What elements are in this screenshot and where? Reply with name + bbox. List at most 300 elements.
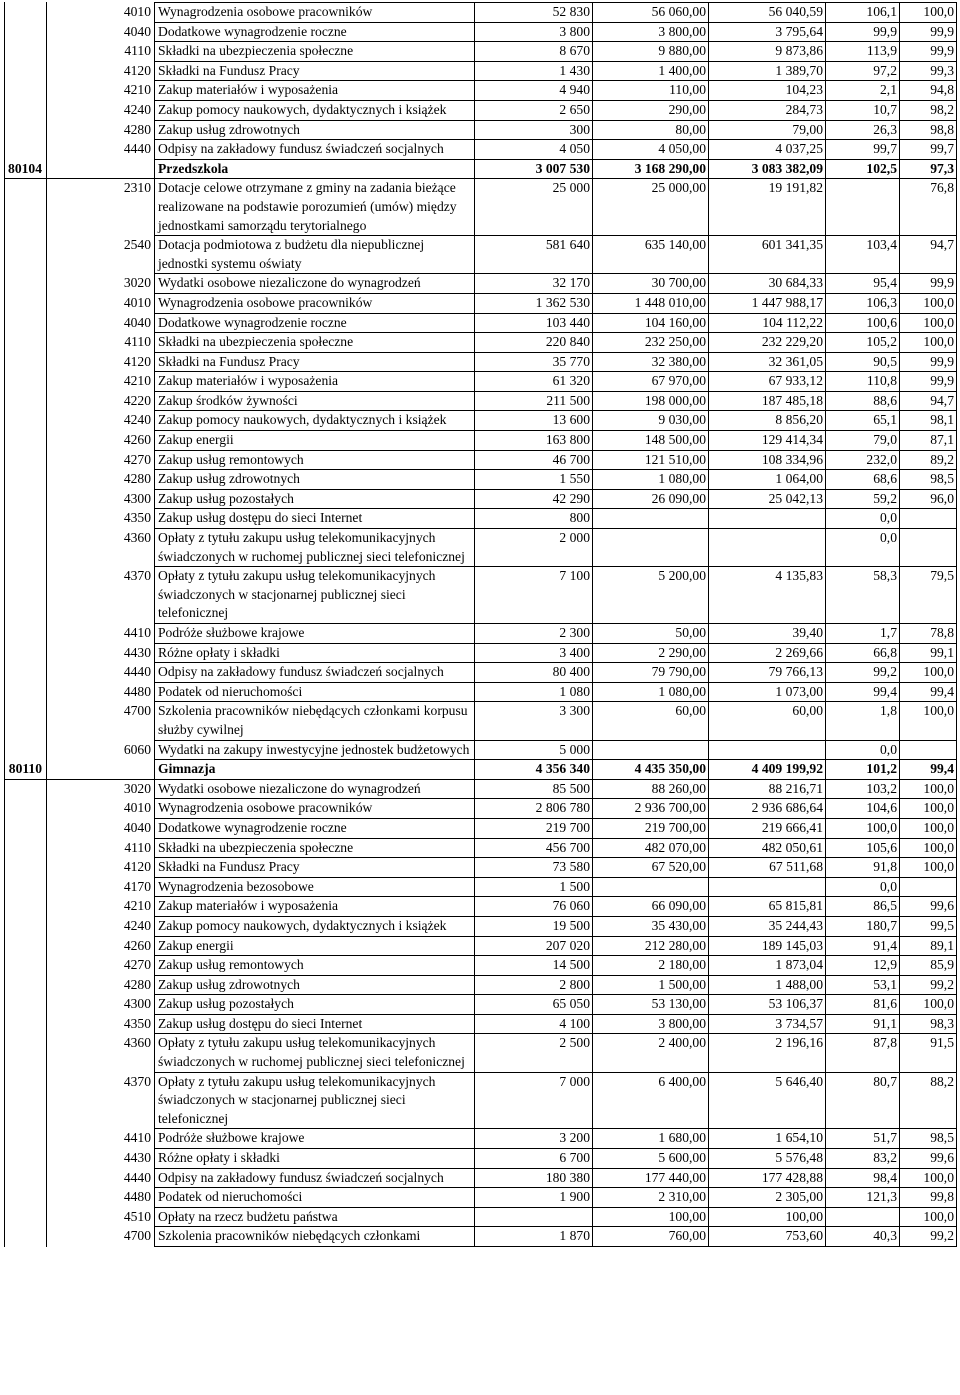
percent-2-cell: 100,0 xyxy=(900,1168,957,1188)
description-cell: Zakup pomocy naukowych, dydaktycznych i książek xyxy=(155,100,475,120)
description-cell: Zakup materiałów i wyposażenia xyxy=(155,81,475,101)
plan-after-changes-cell: 290,00 xyxy=(593,100,709,120)
paragraph-cell: 4210 xyxy=(47,372,155,392)
plan-cell: 300 xyxy=(475,120,593,140)
description-cell: Gimnazja xyxy=(155,760,475,780)
dzial-cell xyxy=(5,995,47,1015)
table-row xyxy=(5,411,957,431)
dzial-cell xyxy=(5,1014,47,1034)
percent-2-cell: 99,9 xyxy=(900,372,957,392)
percent-1-cell: 40,3 xyxy=(826,1227,900,1247)
percent-1-cell: 99,7 xyxy=(826,140,900,160)
description-cell: Szkolenia pracowników niebędących członkami xyxy=(155,1227,475,1247)
paragraph-cell: 4170 xyxy=(47,877,155,897)
plan-cell: 163 800 xyxy=(475,431,593,451)
dzial-cell xyxy=(5,274,47,294)
dzial-cell xyxy=(5,179,47,236)
execution-cell: 4 409 199,92 xyxy=(709,760,826,780)
percent-2-cell: 99,5 xyxy=(900,916,957,936)
percent-2-cell: 100,0 xyxy=(900,995,957,1015)
table-row xyxy=(5,897,957,917)
percent-2-cell: 89,2 xyxy=(900,450,957,470)
execution-cell xyxy=(709,529,826,567)
execution-cell: 67 933,12 xyxy=(709,372,826,392)
plan-after-changes-cell: 67 520,00 xyxy=(593,858,709,878)
table-row xyxy=(5,61,957,81)
percent-1-cell: 79,0 xyxy=(826,431,900,451)
percent-2-cell: 91,5 xyxy=(900,1034,957,1072)
plan-after-changes-cell: 104 160,00 xyxy=(593,313,709,333)
paragraph-cell: 4300 xyxy=(47,995,155,1015)
plan-after-changes-cell: 30 700,00 xyxy=(593,274,709,294)
plan-cell: 4 100 xyxy=(475,1014,593,1034)
dzial-cell xyxy=(5,1149,47,1169)
execution-cell: 2 269,66 xyxy=(709,643,826,663)
description-cell: Opłaty na rzecz budżetu państwa xyxy=(155,1207,475,1227)
section-row xyxy=(5,159,957,179)
percent-2-cell: 78,8 xyxy=(900,624,957,644)
percent-2-cell: 99,1 xyxy=(900,643,957,663)
percent-2-cell: 98,5 xyxy=(900,1129,957,1149)
table-row xyxy=(5,274,957,294)
dzial-cell xyxy=(5,567,47,624)
percent-1-cell: 80,7 xyxy=(826,1072,900,1129)
plan-after-changes-cell: 635 140,00 xyxy=(593,236,709,274)
execution-cell: 5 576,48 xyxy=(709,1149,826,1169)
plan-cell: 25 000 xyxy=(475,179,593,236)
percent-2-cell: 98,8 xyxy=(900,120,957,140)
paragraph-cell: 4300 xyxy=(47,489,155,509)
table-row xyxy=(5,799,957,819)
table-row xyxy=(5,391,957,411)
plan-after-changes-cell xyxy=(593,740,709,760)
execution-cell: 32 361,05 xyxy=(709,352,826,372)
plan-cell: 3 200 xyxy=(475,1129,593,1149)
description-cell: Wynagrodzenia osobowe pracowników xyxy=(155,293,475,313)
table-row xyxy=(5,877,957,897)
plan-cell: 46 700 xyxy=(475,450,593,470)
plan-cell: 2 500 xyxy=(475,1034,593,1072)
dzial-cell xyxy=(5,1034,47,1072)
table-row xyxy=(5,567,957,624)
description-cell: Zakup materiałów i wyposażenia xyxy=(155,897,475,917)
percent-2-cell: 100,0 xyxy=(900,293,957,313)
description-cell: Składki na Fundusz Pracy xyxy=(155,352,475,372)
table-row xyxy=(5,3,957,23)
dzial-cell: 80110 xyxy=(5,760,47,780)
plan-cell: 3 007 530 xyxy=(475,159,593,179)
dzial-cell xyxy=(5,1168,47,1188)
table-row xyxy=(5,81,957,101)
percent-2-cell: 99,4 xyxy=(900,760,957,780)
description-cell: Zakup energii xyxy=(155,936,475,956)
percent-2-cell: 99,9 xyxy=(900,42,957,62)
plan-cell: 456 700 xyxy=(475,838,593,858)
plan-after-changes-cell: 5 200,00 xyxy=(593,567,709,624)
description-cell: Dotacja podmiotowa z budżetu dla niepublicznej jednostki systemu oświaty xyxy=(155,236,475,274)
table-row xyxy=(5,509,957,529)
paragraph-cell: 4010 xyxy=(47,3,155,23)
plan-cell: 73 580 xyxy=(475,858,593,878)
table-row xyxy=(5,1168,957,1188)
plan-after-changes-cell: 25 000,00 xyxy=(593,179,709,236)
execution-cell: 100,00 xyxy=(709,1207,826,1227)
plan-cell: 42 290 xyxy=(475,489,593,509)
plan-cell: 219 700 xyxy=(475,818,593,838)
plan-after-changes-cell: 2 180,00 xyxy=(593,956,709,976)
dzial-cell xyxy=(5,956,47,976)
percent-2-cell: 89,1 xyxy=(900,936,957,956)
plan-cell: 1 870 xyxy=(475,1227,593,1247)
plan-after-changes-cell: 50,00 xyxy=(593,624,709,644)
plan-after-changes-cell xyxy=(593,509,709,529)
plan-cell: 3 400 xyxy=(475,643,593,663)
execution-cell: 4 037,25 xyxy=(709,140,826,160)
percent-2-cell: 99,9 xyxy=(900,274,957,294)
description-cell: Zakup usług pozostałych xyxy=(155,489,475,509)
description-cell: Dotacje celowe otrzymane z gminy na zadania bieżące realizowane na podstawie porozumień (umów) między jednostkami samorządu terytorialnego xyxy=(155,179,475,236)
table-row xyxy=(5,140,957,160)
paragraph-cell: 4240 xyxy=(47,411,155,431)
percent-2-cell: 100,0 xyxy=(900,333,957,353)
execution-cell: 177 428,88 xyxy=(709,1168,826,1188)
execution-cell: 53 106,37 xyxy=(709,995,826,1015)
plan-cell: 8 670 xyxy=(475,42,593,62)
description-cell: Zakup usług zdrowotnych xyxy=(155,470,475,490)
percent-1-cell: 51,7 xyxy=(826,1129,900,1149)
table-row xyxy=(5,838,957,858)
table-row xyxy=(5,936,957,956)
dzial-cell xyxy=(5,1072,47,1129)
paragraph-cell: 4370 xyxy=(47,567,155,624)
table-row xyxy=(5,489,957,509)
plan-cell: 1 900 xyxy=(475,1188,593,1208)
execution-cell: 1 389,70 xyxy=(709,61,826,81)
dzial-cell xyxy=(5,391,47,411)
percent-2-cell: 100,0 xyxy=(900,313,957,333)
plan-after-changes-cell: 67 970,00 xyxy=(593,372,709,392)
description-cell: Dodatkowe wynagrodzenie roczne xyxy=(155,313,475,333)
percent-2-cell: 99,7 xyxy=(900,140,957,160)
dzial-cell xyxy=(5,663,47,683)
plan-after-changes-cell: 3 168 290,00 xyxy=(593,159,709,179)
percent-1-cell: 91,8 xyxy=(826,858,900,878)
plan-after-changes-cell: 212 280,00 xyxy=(593,936,709,956)
dzial-cell xyxy=(5,61,47,81)
table-row xyxy=(5,1014,957,1034)
percent-1-cell: 86,5 xyxy=(826,897,900,917)
dzial-cell xyxy=(5,916,47,936)
paragraph-cell: 3020 xyxy=(47,779,155,799)
paragraph-cell: 4120 xyxy=(47,352,155,372)
dzial-cell xyxy=(5,1129,47,1149)
execution-cell: 129 414,34 xyxy=(709,431,826,451)
description-cell: Zakup usług remontowych xyxy=(155,956,475,976)
execution-cell: 65 815,81 xyxy=(709,897,826,917)
paragraph-cell: 4480 xyxy=(47,682,155,702)
execution-cell: 104 112,22 xyxy=(709,313,826,333)
paragraph-cell: 4270 xyxy=(47,956,155,976)
plan-cell: 3 800 xyxy=(475,22,593,42)
dzial-cell xyxy=(5,1227,47,1247)
plan-after-changes-cell: 88 260,00 xyxy=(593,779,709,799)
paragraph-cell: 4010 xyxy=(47,799,155,819)
budget-expenditure-table xyxy=(4,2,957,1247)
plan-after-changes-cell: 2 290,00 xyxy=(593,643,709,663)
table-row xyxy=(5,293,957,313)
plan-after-changes-cell: 26 090,00 xyxy=(593,489,709,509)
dzial-cell xyxy=(5,509,47,529)
percent-1-cell: 99,4 xyxy=(826,682,900,702)
plan-after-changes-cell: 1 500,00 xyxy=(593,975,709,995)
description-cell: Zakup materiałów i wyposażenia xyxy=(155,372,475,392)
paragraph-cell: 4280 xyxy=(47,975,155,995)
paragraph-cell: 6060 xyxy=(47,740,155,760)
dzial-cell xyxy=(5,236,47,274)
description-cell: Zakup usług zdrowotnych xyxy=(155,120,475,140)
plan-cell: 6 700 xyxy=(475,1149,593,1169)
execution-cell: 3 083 382,09 xyxy=(709,159,826,179)
paragraph-cell: 4700 xyxy=(47,1227,155,1247)
plan-cell: 211 500 xyxy=(475,391,593,411)
percent-2-cell: 100,0 xyxy=(900,838,957,858)
table-row xyxy=(5,529,957,567)
percent-2-cell: 100,0 xyxy=(900,1207,957,1227)
description-cell: Składki na Fundusz Pracy xyxy=(155,858,475,878)
percent-2-cell: 99,2 xyxy=(900,975,957,995)
plan-after-changes-cell: 5 600,00 xyxy=(593,1149,709,1169)
table-row xyxy=(5,643,957,663)
paragraph-cell: 4270 xyxy=(47,450,155,470)
plan-cell: 1 550 xyxy=(475,470,593,490)
paragraph-cell: 4110 xyxy=(47,333,155,353)
plan-cell: 65 050 xyxy=(475,995,593,1015)
plan-cell: 581 640 xyxy=(475,236,593,274)
execution-cell: 3 734,57 xyxy=(709,1014,826,1034)
plan-cell: 76 060 xyxy=(475,897,593,917)
table-row xyxy=(5,1188,957,1208)
percent-1-cell: 110,8 xyxy=(826,372,900,392)
percent-1-cell xyxy=(826,1207,900,1227)
plan-after-changes-cell: 80,00 xyxy=(593,120,709,140)
percent-2-cell: 100,0 xyxy=(900,779,957,799)
description-cell: Zakup usług remontowych xyxy=(155,450,475,470)
percent-1-cell: 232,0 xyxy=(826,450,900,470)
paragraph-cell: 4040 xyxy=(47,818,155,838)
execution-cell: 30 684,33 xyxy=(709,274,826,294)
plan-after-changes-cell: 110,00 xyxy=(593,81,709,101)
dzial-cell xyxy=(5,100,47,120)
percent-1-cell: 1,8 xyxy=(826,702,900,740)
plan-after-changes-cell: 219 700,00 xyxy=(593,818,709,838)
dzial-cell xyxy=(5,975,47,995)
execution-cell: 4 135,83 xyxy=(709,567,826,624)
dzial-cell xyxy=(5,411,47,431)
percent-2-cell: 79,5 xyxy=(900,567,957,624)
dzial-cell: 80104 xyxy=(5,159,47,179)
dzial-cell xyxy=(5,450,47,470)
table-row xyxy=(5,995,957,1015)
table-row xyxy=(5,450,957,470)
description-cell: Zakup usług dostępu do sieci Internet xyxy=(155,509,475,529)
percent-2-cell: 94,8 xyxy=(900,81,957,101)
plan-cell: 103 440 xyxy=(475,313,593,333)
percent-2-cell xyxy=(900,877,957,897)
paragraph-cell: 4260 xyxy=(47,936,155,956)
table-row xyxy=(5,1072,957,1129)
plan-cell: 2 800 xyxy=(475,975,593,995)
percent-1-cell: 91,4 xyxy=(826,936,900,956)
plan-cell: 52 830 xyxy=(475,3,593,23)
description-cell: Zakup środków żywności xyxy=(155,391,475,411)
description-cell: Składki na ubezpieczenia społeczne xyxy=(155,333,475,353)
description-cell: Opłaty z tytułu zakupu usług telekomunikacyjnych świadczonych w ruchomej publicznej sieci telefonicznej xyxy=(155,529,475,567)
description-cell: Wydatki osobowe niezaliczone do wynagrodzeń xyxy=(155,779,475,799)
description-cell: Składki na ubezpieczenia społeczne xyxy=(155,838,475,858)
dzial-cell xyxy=(5,22,47,42)
percent-1-cell: 83,2 xyxy=(826,1149,900,1169)
execution-cell: 219 666,41 xyxy=(709,818,826,838)
percent-1-cell: 98,4 xyxy=(826,1168,900,1188)
table-row xyxy=(5,42,957,62)
percent-1-cell: 10,7 xyxy=(826,100,900,120)
execution-cell: 108 334,96 xyxy=(709,450,826,470)
description-cell: Różne opłaty i składki xyxy=(155,1149,475,1169)
description-cell: Podróże służbowe krajowe xyxy=(155,624,475,644)
table-row xyxy=(5,975,957,995)
execution-cell: 39,40 xyxy=(709,624,826,644)
plan-cell: 32 170 xyxy=(475,274,593,294)
description-cell: Różne opłaty i składki xyxy=(155,643,475,663)
paragraph-cell: 4510 xyxy=(47,1207,155,1227)
description-cell: Odpisy na zakładowy fundusz świadczeń socjalnych xyxy=(155,1168,475,1188)
table-row xyxy=(5,1034,957,1072)
paragraph-cell: 2310 xyxy=(47,179,155,236)
percent-2-cell: 94,7 xyxy=(900,391,957,411)
paragraph-cell: 4040 xyxy=(47,313,155,333)
execution-cell: 2 936 686,64 xyxy=(709,799,826,819)
paragraph-cell: 4350 xyxy=(47,1014,155,1034)
description-cell: Wynagrodzenia osobowe pracowników xyxy=(155,3,475,23)
description-cell: Szkolenia pracowników niebędących członkami korpusu służby cywilnej xyxy=(155,702,475,740)
description-cell: Zakup pomocy naukowych, dydaktycznych i książek xyxy=(155,411,475,431)
plan-cell: 19 500 xyxy=(475,916,593,936)
plan-cell: 180 380 xyxy=(475,1168,593,1188)
description-cell: Dodatkowe wynagrodzenie roczne xyxy=(155,818,475,838)
plan-cell: 4 356 340 xyxy=(475,760,593,780)
percent-1-cell: 103,4 xyxy=(826,236,900,274)
plan-after-changes-cell: 198 000,00 xyxy=(593,391,709,411)
plan-cell: 7 100 xyxy=(475,567,593,624)
description-cell: Wynagrodzenia bezosobowe xyxy=(155,877,475,897)
description-cell: Opłaty z tytułu zakupu usług telekomunikacyjnych świadczonych w ruchomej publicznej sieci telefonicznej xyxy=(155,1034,475,1072)
plan-cell: 1 080 xyxy=(475,682,593,702)
plan-after-changes-cell: 2 936 700,00 xyxy=(593,799,709,819)
plan-after-changes-cell: 3 800,00 xyxy=(593,1014,709,1034)
percent-1-cell: 1,7 xyxy=(826,624,900,644)
paragraph-cell xyxy=(47,159,155,179)
execution-cell: 284,73 xyxy=(709,100,826,120)
execution-cell: 104,23 xyxy=(709,81,826,101)
execution-cell: 3 795,64 xyxy=(709,22,826,42)
paragraph-cell: 4220 xyxy=(47,391,155,411)
paragraph-cell: 4410 xyxy=(47,1129,155,1149)
execution-cell: 1 488,00 xyxy=(709,975,826,995)
table-row xyxy=(5,702,957,740)
execution-cell: 1 073,00 xyxy=(709,682,826,702)
paragraph-cell: 4430 xyxy=(47,1149,155,1169)
plan-cell: 800 xyxy=(475,509,593,529)
table-row xyxy=(5,236,957,274)
plan-after-changes-cell: 482 070,00 xyxy=(593,838,709,858)
execution-cell: 79 766,13 xyxy=(709,663,826,683)
percent-1-cell: 58,3 xyxy=(826,567,900,624)
percent-1-cell: 100,6 xyxy=(826,313,900,333)
plan-after-changes-cell: 100,00 xyxy=(593,1207,709,1227)
execution-cell: 482 050,61 xyxy=(709,838,826,858)
percent-1-cell: 0,0 xyxy=(826,509,900,529)
table-row xyxy=(5,372,957,392)
table-row xyxy=(5,779,957,799)
description-cell: Zakup usług pozostałych xyxy=(155,995,475,1015)
percent-2-cell: 99,3 xyxy=(900,61,957,81)
plan-cell: 207 020 xyxy=(475,936,593,956)
table-row xyxy=(5,818,957,838)
percent-1-cell: 91,1 xyxy=(826,1014,900,1034)
execution-cell: 56 040,59 xyxy=(709,3,826,23)
plan-after-changes-cell: 35 430,00 xyxy=(593,916,709,936)
percent-2-cell: 97,3 xyxy=(900,159,957,179)
execution-cell: 25 042,13 xyxy=(709,489,826,509)
paragraph-cell: 4040 xyxy=(47,22,155,42)
plan-after-changes-cell xyxy=(593,877,709,897)
plan-after-changes-cell: 53 130,00 xyxy=(593,995,709,1015)
dzial-cell xyxy=(5,1188,47,1208)
percent-2-cell: 88,2 xyxy=(900,1072,957,1129)
percent-1-cell: 53,1 xyxy=(826,975,900,995)
plan-cell: 13 600 xyxy=(475,411,593,431)
plan-cell: 4 050 xyxy=(475,140,593,160)
description-cell: Składki na ubezpieczenia społeczne xyxy=(155,42,475,62)
percent-1-cell: 99,9 xyxy=(826,22,900,42)
dzial-cell xyxy=(5,624,47,644)
execution-cell: 8 856,20 xyxy=(709,411,826,431)
paragraph-cell: 4480 xyxy=(47,1188,155,1208)
plan-after-changes-cell: 1 448 010,00 xyxy=(593,293,709,313)
percent-2-cell xyxy=(900,509,957,529)
percent-1-cell: 0,0 xyxy=(826,740,900,760)
paragraph-cell: 4010 xyxy=(47,293,155,313)
dzial-cell xyxy=(5,333,47,353)
plan-cell: 2 806 780 xyxy=(475,799,593,819)
paragraph-cell xyxy=(47,760,155,780)
plan-after-changes-cell: 66 090,00 xyxy=(593,897,709,917)
dzial-cell xyxy=(5,682,47,702)
plan-cell: 1 500 xyxy=(475,877,593,897)
percent-1-cell: 106,3 xyxy=(826,293,900,313)
percent-2-cell: 85,9 xyxy=(900,956,957,976)
description-cell: Zakup pomocy naukowych, dydaktycznych i książek xyxy=(155,916,475,936)
paragraph-cell: 4210 xyxy=(47,81,155,101)
plan-after-changes-cell: 148 500,00 xyxy=(593,431,709,451)
table-row xyxy=(5,313,957,333)
description-cell: Podatek od nieruchomości xyxy=(155,1188,475,1208)
plan-after-changes-cell: 79 790,00 xyxy=(593,663,709,683)
dzial-cell xyxy=(5,877,47,897)
percent-1-cell: 87,8 xyxy=(826,1034,900,1072)
percent-1-cell: 0,0 xyxy=(826,877,900,897)
percent-2-cell: 100,0 xyxy=(900,858,957,878)
